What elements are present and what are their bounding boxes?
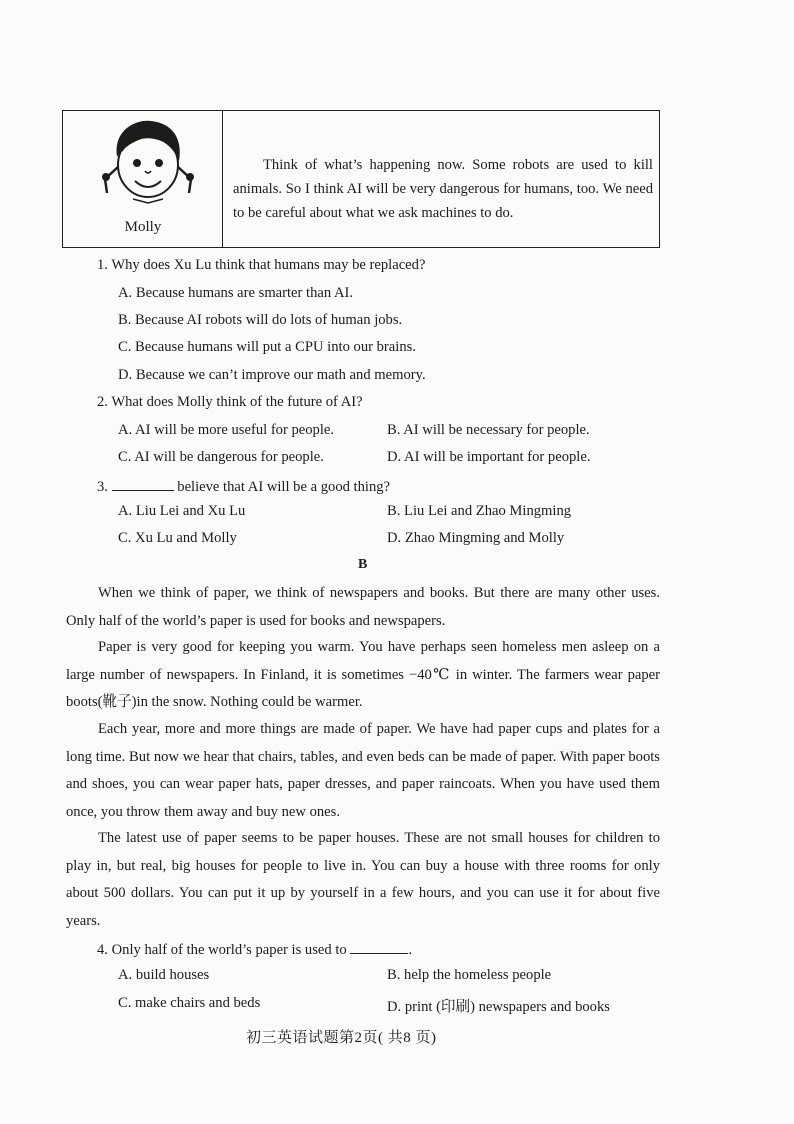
option-text: AI will be dangerous for people. (134, 449, 324, 465)
option-4d (387, 995, 610, 1016)
girl-cartoon-icon (93, 117, 203, 209)
option-text: Because we can’t improve our math and memory. (135, 367, 426, 383)
option-letter: B. (387, 422, 401, 438)
option-1d (118, 367, 426, 384)
question-1 (97, 257, 425, 274)
option-2b (387, 422, 590, 439)
question-2 (97, 394, 363, 411)
answer-blank (112, 476, 174, 491)
option-3d (387, 530, 564, 547)
option-letter: A. (118, 422, 133, 438)
option-text: build houses (135, 967, 210, 983)
option-letter: D. (387, 530, 402, 546)
option-text: AI will be important for people. (404, 449, 591, 465)
question-number: 1. (97, 257, 108, 273)
question-4 (97, 939, 412, 959)
option-letter: D. (387, 999, 402, 1015)
profile-name: Molly (124, 219, 162, 235)
question-text: believe that AI will be a good thing? (177, 479, 391, 495)
question-text: What does Molly think of the future of AI? (111, 394, 363, 410)
option-4c (118, 995, 260, 1012)
option-letter: A. (118, 285, 133, 301)
question-number: 4. (97, 942, 108, 958)
option-letter: C. (118, 339, 132, 355)
question-text: Why does Xu Lu think that humans may be replaced? (111, 257, 426, 273)
passage-paragraph: Paper is very good for keeping you warm. You have perhaps seen homeless men asleep on a large number of newspapers. In Finland, it is sometimes −40℃ in winter. The farmers wear paper boots(靴子)in the snow. Nothing could be warmer. (66, 639, 660, 710)
option-letter: A. (118, 967, 133, 983)
question-number: 3. (97, 479, 108, 495)
option-1a (118, 285, 353, 302)
option-2d (387, 449, 590, 466)
profile-box (62, 110, 660, 248)
option-4a (118, 967, 209, 984)
option-text: Because humans are smarter than AI. (135, 285, 354, 301)
question-text: Only half of the world’s paper is used to (111, 942, 347, 958)
option-text: Liu Lei and Zhao Mingming (404, 503, 572, 519)
option-3b (387, 503, 571, 520)
option-letter: D. (118, 367, 133, 383)
option-4b (387, 967, 551, 984)
option-text: AI will be more useful for people. (135, 422, 335, 438)
option-letter: C. (118, 449, 132, 465)
passage-paragraph: When we think of paper, we think of newspapers and books. But there are many other uses. Only half of the world’s paper is used for books and newspapers. (66, 585, 660, 629)
question-number: 2. (97, 394, 108, 410)
option-text: AI will be necessary for people. (403, 422, 590, 438)
option-text: Xu Lu and Molly (135, 530, 237, 546)
option-2c (118, 449, 324, 466)
option-3c (118, 530, 237, 547)
page-footer: 初三英语试题第2页( 共8 页) (246, 1030, 437, 1046)
period: . (408, 942, 412, 958)
option-letter: B. (387, 967, 401, 983)
option-text: Zhao Mingming and Molly (404, 530, 565, 546)
passage-paragraph: Each year, more and more things are made of paper. We have had paper cups and plates for a long time. But now we hear that chairs, tables, and even beds can be made of paper. With paper boots and shoes, you can wear paper hats, paper dresses, and paper raincoats. When you have used them once, you throw them away and buy new ones. (66, 721, 660, 820)
option-text: Because AI robots will do lots of human jobs. (135, 312, 403, 328)
profile-portrait-cell (63, 111, 223, 247)
option-text: help the homeless people (404, 967, 552, 983)
option-letter: B. (118, 312, 132, 328)
answer-blank (350, 939, 408, 954)
option-text: Because humans will put a CPU into our brains. (135, 339, 416, 355)
passage-paragraph: The latest use of paper seems to be paper houses. These are not small houses for children to play in, but real, big houses for people to live in. You can buy a house with three rooms for only about 500 dollars. You can put it up by yourself in a few hours, and you can use it for about five years. (66, 830, 660, 929)
option-text: make chairs and beds (135, 995, 261, 1011)
option-letter: B. (387, 503, 401, 519)
option-3a (118, 503, 245, 520)
option-letter: A. (118, 503, 133, 519)
question-3 (97, 476, 390, 496)
option-letter: C. (118, 995, 132, 1011)
section-heading: B (358, 557, 368, 572)
option-letter: D. (387, 449, 402, 465)
option-1c (118, 339, 416, 356)
option-text: print (印刷) newspapers and books (404, 999, 610, 1015)
option-2a (118, 422, 334, 439)
option-letter: C. (118, 530, 132, 546)
option-text: Liu Lei and Xu Lu (135, 503, 246, 519)
option-1b (118, 312, 402, 329)
profile-quote: Think of what’s happening now. Some robots are used to kill animals. So I think AI will be very dangerous for humans, too. We need to be careful about what we ask machines to do. (233, 157, 653, 221)
